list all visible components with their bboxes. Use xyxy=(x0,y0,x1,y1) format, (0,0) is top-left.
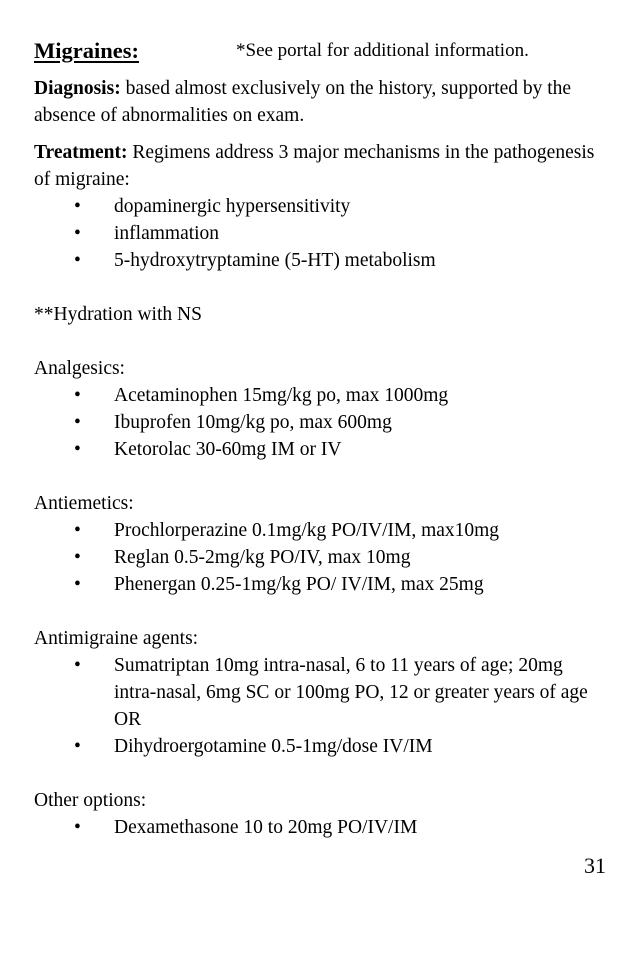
list-item xyxy=(34,652,609,733)
list-item-text: Phenergan 0.25-1mg/kg PO/ IV/IM, max 25mg xyxy=(114,574,484,595)
list-item xyxy=(34,517,609,544)
list-item xyxy=(34,193,609,220)
diagnosis-paragraph xyxy=(34,75,609,129)
bullet-icon: • xyxy=(74,412,81,433)
bullet-icon: • xyxy=(74,655,81,676)
list-item xyxy=(34,544,609,571)
list-item-text: Dexamethasone 10 to 20mg PO/IV/IM xyxy=(114,817,418,838)
spacer xyxy=(34,760,609,787)
spacer xyxy=(34,274,609,301)
other-options-list xyxy=(34,814,609,841)
bullet-icon: • xyxy=(74,223,81,244)
bullet-icon: • xyxy=(74,817,81,838)
list-item xyxy=(34,436,609,463)
antiemetics-heading: Antiemetics: xyxy=(34,493,134,514)
list-item xyxy=(34,220,609,247)
analgesics-heading: Analgesics: xyxy=(34,358,125,379)
list-item-text: Ibuprofen 10mg/kg po, max 600mg xyxy=(114,412,392,433)
list-item-text: Prochlorperazine 0.1mg/kg PO/IV/IM, max10mg xyxy=(114,520,500,541)
bullet-icon: • xyxy=(74,547,81,568)
diagnosis-text: based almost exclusively on the history, supported by the absence of abnormalities on exam. xyxy=(34,78,572,126)
list-item-text: inflammation xyxy=(114,223,220,244)
bullet-icon: • xyxy=(74,439,81,460)
title-row xyxy=(34,36,609,66)
antimigraine-heading: Antimigraine agents: xyxy=(34,628,199,649)
list-item xyxy=(34,382,609,409)
treatment-text: Regimens address 3 major mechanisms in the pathogenesis of migraine: xyxy=(34,142,595,190)
antimigraine-list xyxy=(34,652,609,760)
antiemetics-list xyxy=(34,517,609,598)
bullet-icon: • xyxy=(74,250,81,271)
document-page xyxy=(34,36,609,841)
list-item xyxy=(34,247,609,274)
spacer xyxy=(34,598,609,625)
list-item-text: 5-hydroxytryptamine (5-HT) metabolism xyxy=(114,250,436,271)
other-options-heading: Other options: xyxy=(34,790,147,811)
treatment-paragraph xyxy=(34,139,609,193)
bullet-icon: • xyxy=(74,574,81,595)
page-number: 31 xyxy=(584,853,606,878)
list-item xyxy=(34,733,609,760)
bullet-icon: • xyxy=(74,385,81,406)
list-item-text: Sumatriptan 10mg intra-nasal, 6 to 11 years of age; 20mg intra-nasal, 6mg SC or 100mg PO, 12 or greater years of age OR xyxy=(114,655,588,730)
list-item xyxy=(34,409,609,436)
bullet-icon: • xyxy=(74,196,81,217)
treatment-label: Treatment: xyxy=(34,142,128,163)
portal-note: *See portal for additional information. xyxy=(236,40,529,61)
analgesics-list xyxy=(34,382,609,463)
hydration-note: **Hydration with NS xyxy=(34,304,202,325)
list-item-text: Acetaminophen 15mg/kg po, max 1000mg xyxy=(114,385,449,406)
spacer xyxy=(34,463,609,490)
treatment-list xyxy=(34,193,609,274)
list-item-text: dopaminergic hypersensitivity xyxy=(114,196,351,217)
list-item xyxy=(34,814,609,841)
page-title: Migraines: xyxy=(34,38,139,63)
diagnosis-label: Diagnosis: xyxy=(34,78,121,99)
list-item-text: Dihydroergotamine 0.5-1mg/dose IV/IM xyxy=(114,736,433,757)
list-item-text: Ketorolac 30-60mg IM or IV xyxy=(114,439,342,460)
bullet-icon: • xyxy=(74,520,81,541)
list-item-text: Reglan 0.5-2mg/kg PO/IV, max 10mg xyxy=(114,547,411,568)
bullet-icon: • xyxy=(74,736,81,757)
spacer xyxy=(34,328,609,355)
list-item xyxy=(34,571,609,598)
